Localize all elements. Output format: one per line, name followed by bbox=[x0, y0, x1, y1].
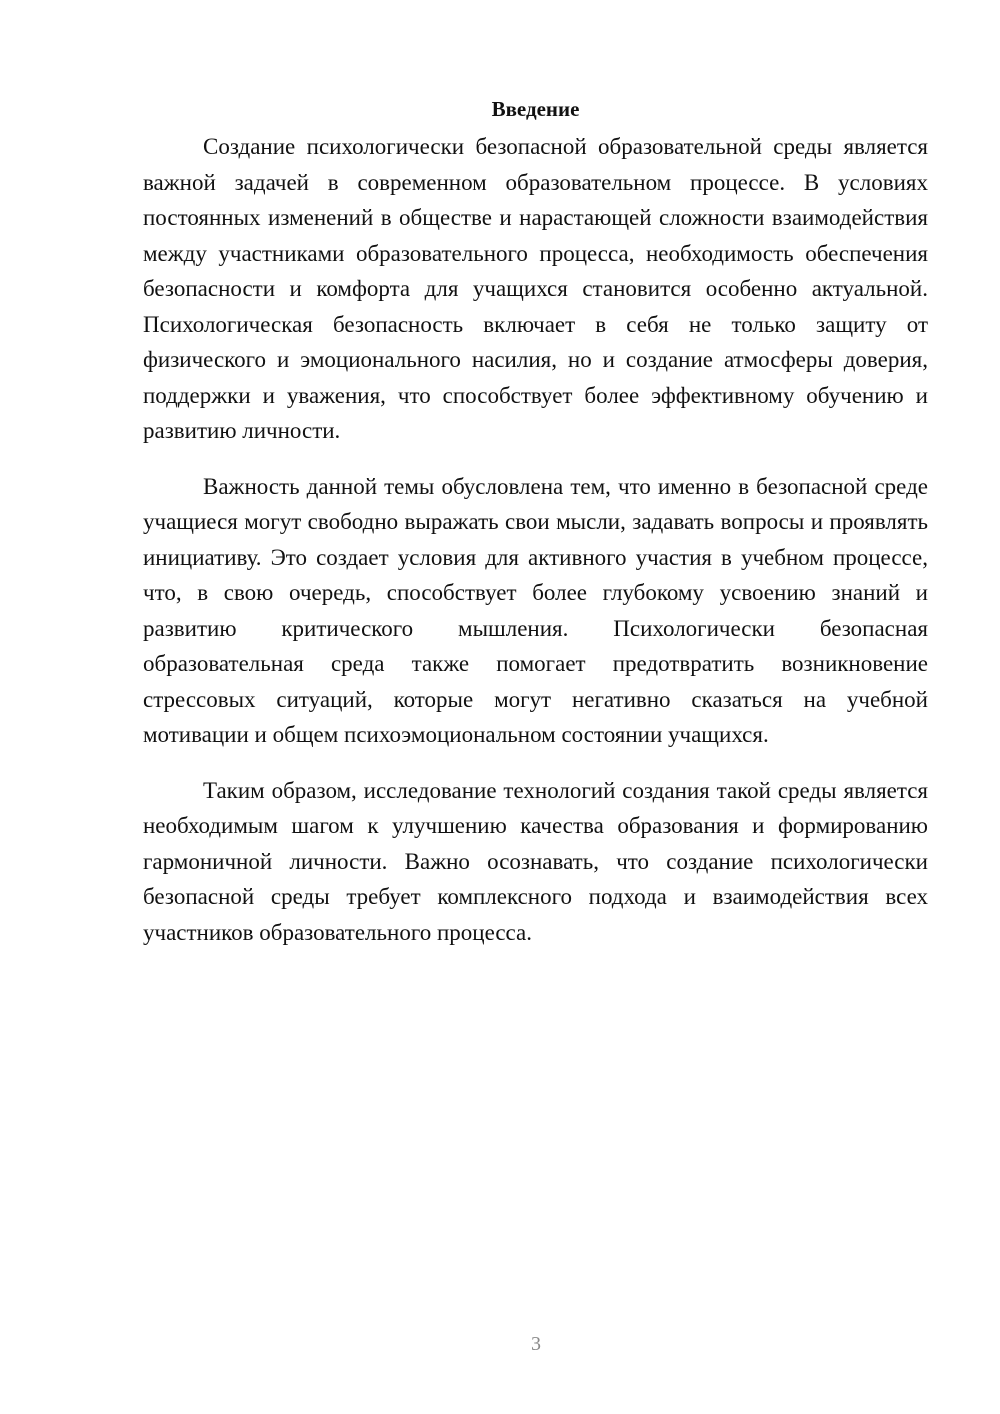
paragraph-2: Важность данной темы обусловлена тем, что именно в безопасной среде учащиеся могут свободно выражать свои мысли, задавать вопросы и проявлять инициативу. Это создает условия для активного участия в учебном процессе, что, в свою очередь, способствует более глубокому усвоению знаний и развитию критического мышления. Психологически безопасная образовательная среда также помогает предотвратить возникновение стрессовых ситуаций, которые могут негативно сказаться на учебной мотивации и общем психоэмоциональном состоянии учащихся. bbox=[143, 473, 928, 747]
section-title: Введение bbox=[491, 97, 580, 121]
paragraph-1: Создание психологически безопасной образовательной среды является важной задачей в современном образовательном процессе. В условиях постоянных изменений в обществе и нарастающей сложности взаимодействия между участниками образовательного процесса, необходимость обеспечения безопасности и комфорта для учащихся становится особенно актуальной. Психологическая безопасность включает в себя не только защиту от физического и эмоционального насилия, но и создание атмосферы доверия, поддержки и уважения, что способствует более эффективному обучению и развитию личности. bbox=[143, 134, 928, 443]
page-number: 3 bbox=[531, 1333, 541, 1355]
page-content bbox=[143, 94, 928, 970]
paragraph-3: Таким образом, исследование технологий создания такой среды является необходимым шагом к улучшению качества образования и формированию гармоничной личности. Важно осознавать, что создание психологически безопасной среды требует комплексного подхода и взаимодействия всех участников образовательного процесса. bbox=[143, 777, 928, 945]
